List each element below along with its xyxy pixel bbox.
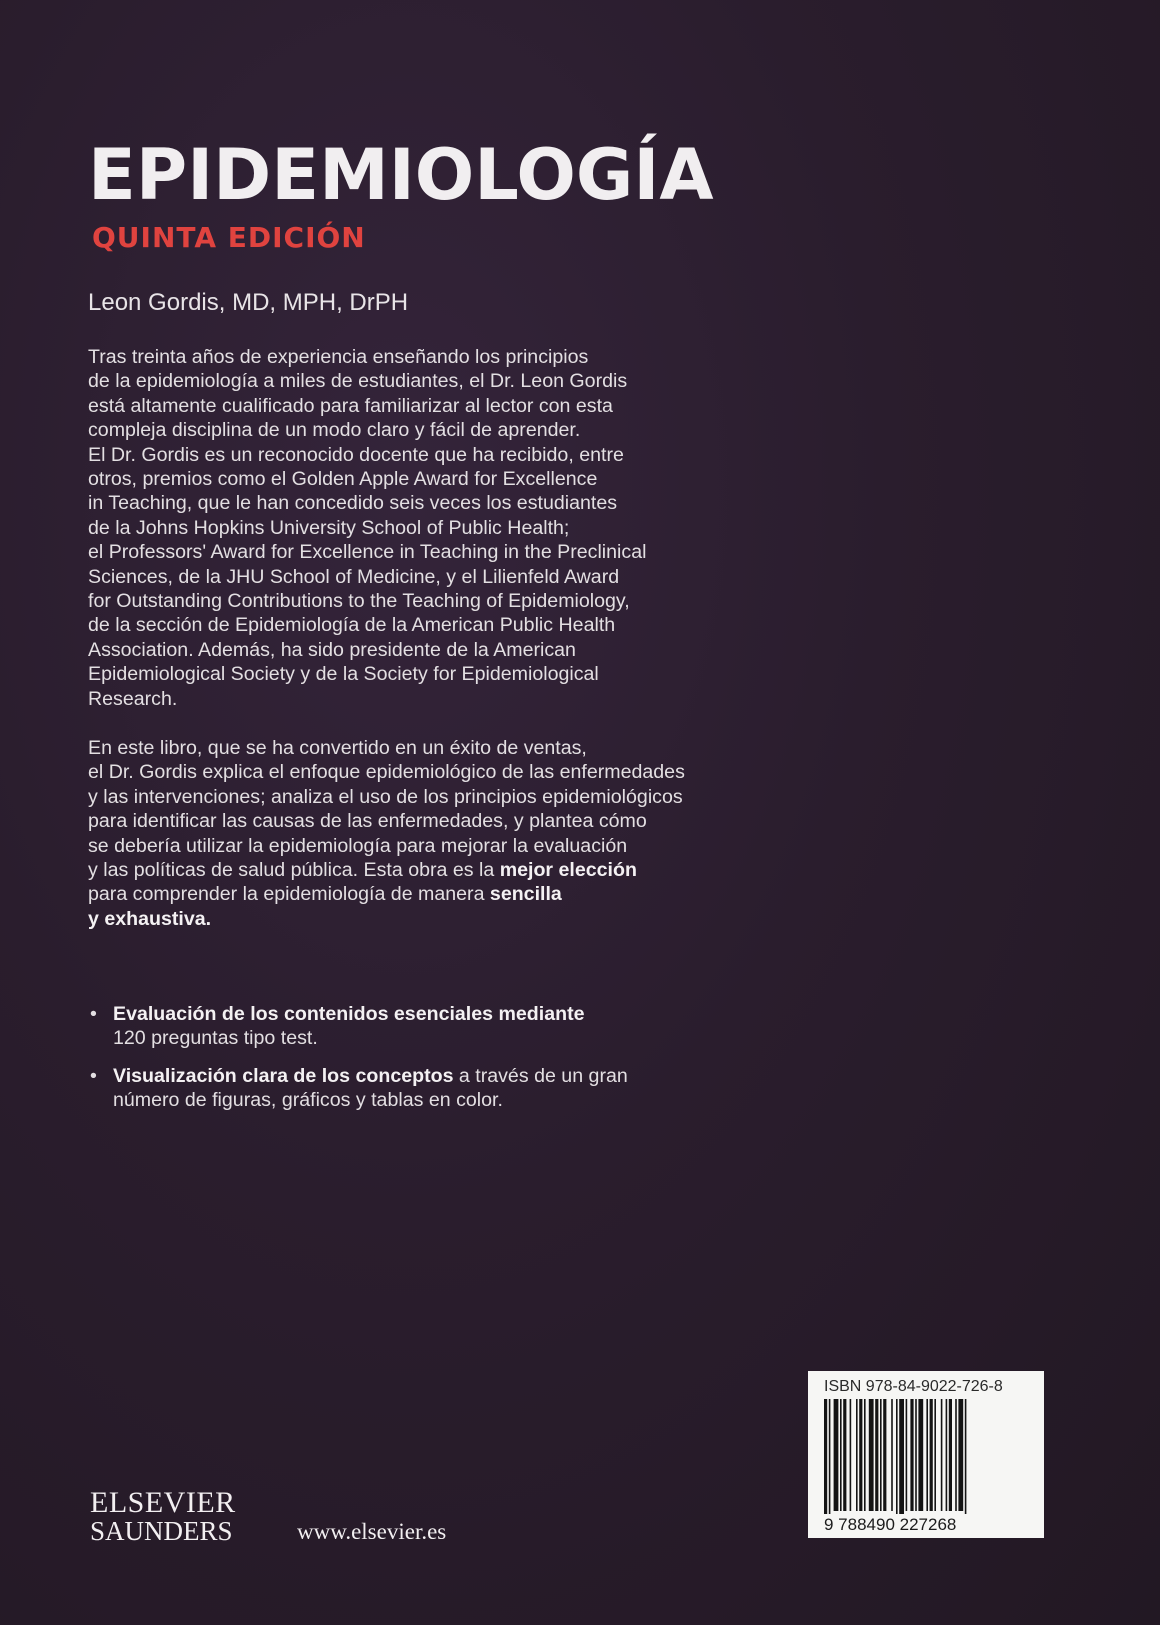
barcode-bars <box>824 1399 1028 1514</box>
feature-item <box>88 1002 628 1051</box>
feature-line <box>113 1002 628 1026</box>
barcode-stripe <box>915 1399 917 1511</box>
barcode-stripe <box>906 1399 908 1511</box>
description-line: se debería utilizar la epidemiología para mejorar la evaluación <box>88 834 628 857</box>
bio-line: de la sección de Epidemiología de la American Public Health <box>88 614 616 637</box>
bio-line: de la Johns Hopkins University School of Public Health; <box>88 516 570 539</box>
feature-list <box>88 1002 628 1126</box>
barcode-stripe <box>834 1399 839 1511</box>
publisher-line: SAUNDERS <box>90 1516 233 1546</box>
description-line <box>88 882 685 906</box>
publisher-logo <box>90 1488 236 1545</box>
description-emphasis: mejor elección <box>499 859 637 882</box>
barcode-stripe <box>930 1399 933 1511</box>
barcode-stripe <box>965 1399 967 1514</box>
publisher-website: www.elsevier.es <box>297 1519 447 1544</box>
author-name: Leon Gordis, MD, MPH, DrPH <box>88 289 409 316</box>
description-line: el Dr. Gordis explica el enfoque epidemiológico de las enfermedades <box>88 761 685 784</box>
barcode-stripe <box>896 1399 898 1514</box>
bio-line: compleja disciplina de un modo claro y fácil de aprender. <box>88 419 581 442</box>
bio-line: el Professors' Award for Excellence in Teaching in the Preclinical <box>88 541 647 564</box>
bio-line: está altamente cualificado para familiarizar al lector con esta <box>88 394 613 417</box>
feature-bold: Visualización clara de los conceptos <box>113 1064 454 1087</box>
isbn-text: ISBN 978-84-9022-726-8 <box>824 1378 1003 1395</box>
barcode-number: 9 788490 227268 <box>824 1515 957 1534</box>
barcode-stripe <box>934 1399 936 1511</box>
feature-text: a través de un gran <box>453 1064 628 1087</box>
barcode-stripe <box>869 1399 874 1511</box>
barcode-stripe <box>891 1399 893 1511</box>
barcode-stripe <box>875 1399 878 1511</box>
description-line <box>88 858 685 882</box>
bio-line: Tras treinta años de experiencia enseñando los principios <box>88 346 589 368</box>
description-emphasis: y exhaustiva. <box>88 907 212 930</box>
feature-item <box>88 1064 628 1113</box>
description-line: y las intervenciones; analiza el uso de los principios epidemiológicos <box>88 785 683 808</box>
bullet-dot-icon: • <box>90 1003 97 1025</box>
book-description-paragraph <box>88 736 685 931</box>
barcode-stripe <box>910 1399 913 1511</box>
barcode-stripe <box>918 1399 923 1511</box>
barcode-stripe <box>864 1399 866 1511</box>
feature-line <box>113 1064 628 1088</box>
barcode-stripe <box>899 1399 904 1514</box>
barcode-stripe <box>859 1399 862 1511</box>
book-title: EPIDEMIOLOGÍA <box>88 134 714 216</box>
barcode-stripe <box>926 1399 928 1511</box>
description-line <box>88 907 685 931</box>
bio-line: Research. <box>88 687 178 710</box>
bio-line: Epidemiological Society y de la Society for Epidemiological <box>88 663 599 686</box>
description-emphasis: sencilla <box>489 883 562 906</box>
barcode-stripe <box>829 1399 831 1514</box>
barcode-stripe <box>883 1399 886 1511</box>
bio-line: Sciences, de la JHU School of Medicine, y el Lilienfeld Award <box>88 565 620 588</box>
description-text: y las políticas de salud pública. Esta obra es la <box>88 859 500 882</box>
description-line: En este libro, que se ha convertido en un éxito de ventas, <box>88 737 587 759</box>
feature-bold: Evaluación de los contenidos esenciales mediante <box>113 1003 585 1025</box>
barcode-stripe <box>946 1399 948 1511</box>
barcode-stripe <box>949 1399 952 1511</box>
barcode-stripe <box>958 1399 963 1511</box>
bio-line: Association. Además, ha sido presidente de la American <box>88 638 576 661</box>
bio-line: in Teaching, que le han concedido seis veces los estudiantes <box>88 492 618 515</box>
bio-line: El Dr. Gordis es un reconocido docente que ha recibido, entre <box>88 443 624 466</box>
bullet-dot-icon: • <box>90 1064 97 1087</box>
barcode-stripe <box>941 1399 943 1511</box>
barcode-stripe <box>880 1399 882 1511</box>
barcode-stripe <box>840 1399 842 1511</box>
description-line: para identificar las causas de las enfermedades, y plantea cómo <box>88 810 647 833</box>
barcode-stripe <box>955 1399 957 1511</box>
author-bio-paragraph <box>88 345 646 711</box>
bio-line: de la epidemiología a miles de estudiantes, el Dr. Leon Gordis <box>88 370 628 393</box>
barcode-stripe <box>843 1399 846 1511</box>
barcode-label <box>808 1371 1044 1538</box>
description-text: para comprender la epidemiología de manera <box>88 883 490 906</box>
bio-line: for Outstanding Contributions to the Teaching of Epidemiology, <box>88 590 630 613</box>
barcode-stripe <box>856 1399 858 1511</box>
barcode-stripe <box>850 1399 852 1511</box>
barcode-stripe <box>824 1399 827 1514</box>
edition-label: QUINTA EDICIÓN <box>92 221 366 254</box>
feature-line: 120 preguntas tipo test. <box>113 1027 318 1050</box>
feature-line: número de figuras, gráficos y tablas en color. <box>113 1089 503 1112</box>
bio-line: otros, premios como el Golden Apple Award for Excellence <box>88 468 598 491</box>
publisher-line: ELSEVIER <box>90 1486 236 1519</box>
